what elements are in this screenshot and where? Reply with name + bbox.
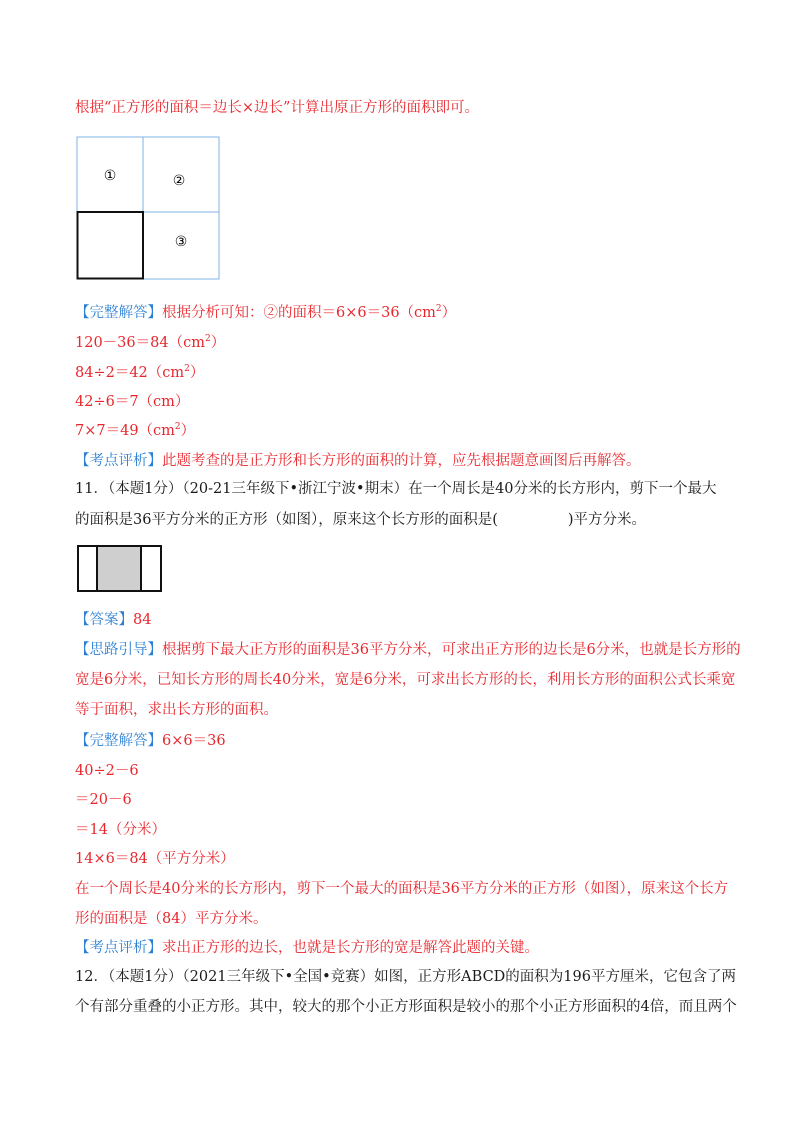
question-11-line-2: 的面积是36平方分米的正方形（如图），原来这个长方形的面积是( )平方分米。 bbox=[75, 512, 647, 528]
full-solution-line-6: 在一个周长是40分米的长方形内，剪下一个最大的面积是36平方分米的正方形（如图），原来这个长方 bbox=[75, 881, 729, 897]
answer-line: 【答案】84 bbox=[75, 612, 152, 628]
full-solution-line-5: 14×6＝84（平方分米） bbox=[75, 851, 235, 867]
region-3-label: ③ bbox=[174, 234, 188, 250]
full-solution-line-3: ＝20－6 bbox=[75, 792, 132, 808]
hint-line-3: 等于面积，求出长方形的面积。 bbox=[75, 702, 278, 718]
full-solution-line-4: ＝14（分米） bbox=[75, 822, 166, 838]
square-diagram bbox=[76, 136, 222, 280]
solution-line-2: $120-36=84(cm^2)$ bbox=[75, 334, 226, 351]
solution-line-4: 42÷6＝7（cm） bbox=[75, 394, 190, 410]
solution-line-1: 【完整解答】根据分析可知：②的面积$=6\times 6=36(cm^2)$ bbox=[75, 304, 457, 321]
question-12-line-2: 个有部分重叠的小正方形。其中，较大的那个小正方形面积是较小的那个小正方形面积的4倍，而且两个 bbox=[75, 999, 737, 1015]
question-11-line-1: 11．（本题1分）（20-21三年级下•浙江宁波•期末）在一个周长是40分米的长方形内，剪下一个最大 bbox=[75, 481, 717, 497]
hint-line-2: 宽是6分米，已知长方形的周长40分米，宽是6分米，可求出长方形的长，利用长方形的面积公式长乘宽 bbox=[75, 672, 736, 688]
evaluation-line: 【考点评析】此题考查的是正方形和长方形的面积的计算，应先根据题意画图后再解答。 bbox=[75, 453, 641, 469]
evaluation-line-2: 【考点评析】求出正方形的边长，也就是长方形的宽是解答此题的关键。 bbox=[75, 940, 539, 956]
hint-line-1: 【思路引导】根据剪下最大正方形的面积是36平方分米，可求出正方形的边长是6分米，也就是长方形的 bbox=[75, 642, 741, 658]
solution-line-3: $84\div 2=42(cm^2)$ bbox=[75, 364, 205, 381]
question-12-line-1: 12．（本题1分）（2021三年级下•全国•竞赛）如图，正方形ABCD的面积为196平方厘米，它包含了两 bbox=[75, 969, 736, 985]
full-solution-line-2: 40÷2－6 bbox=[75, 763, 139, 779]
full-solution-line-1: 【完整解答】6×6＝36 bbox=[75, 733, 226, 749]
rectangle-diagram bbox=[77, 545, 163, 593]
region-2-label: ② bbox=[172, 173, 186, 189]
full-solution-line-7: 形的面积是（84）平方分米。 bbox=[75, 911, 268, 927]
solution-line-5: $7\times 7=49(cm^2)$ bbox=[75, 422, 196, 439]
analysis-line: 根据“正方形的面积＝边长×边长”计算出原正方形的面积即可。 bbox=[75, 100, 479, 116]
region-1-label: ① bbox=[103, 168, 117, 184]
